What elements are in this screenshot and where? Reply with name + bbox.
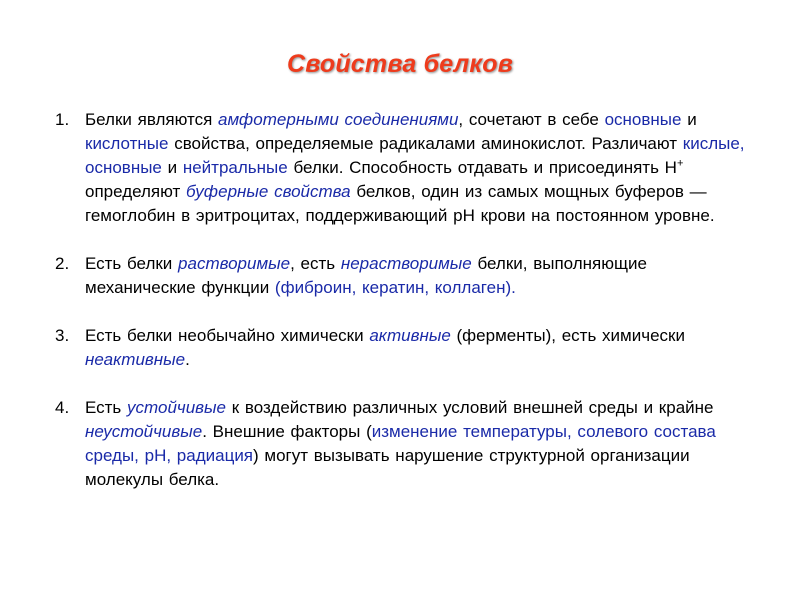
text-segment: .	[185, 350, 190, 369]
list-item	[52, 396, 757, 492]
text-segment: к воздействию различных условий внешней среды и крайне	[226, 398, 714, 417]
list-item-number: 2.	[55, 254, 70, 273]
text-segment: , сочетают в себе	[458, 110, 605, 129]
list-item-number: 4.	[55, 398, 70, 417]
text-segment: ) могут вызывать нарушение структурной организации молекулы белка.	[85, 446, 690, 489]
list-item	[52, 324, 757, 372]
text-segment: Есть белки необычайно химически	[85, 326, 370, 345]
highlighted-term: основные	[604, 110, 682, 129]
superscript: +	[676, 157, 684, 170]
highlighted-term: амфотерными соединениями	[218, 110, 459, 129]
text-segment: белков, один из самых мощных буферов — гемоглобин в эритроцитах, поддерживающий рН крови на постоянном уровне.	[85, 182, 715, 225]
text-segment: и	[681, 110, 697, 129]
text-segment: Есть белки	[85, 254, 179, 273]
text-segment: , есть	[290, 254, 341, 273]
highlighted-term: неустойчивые	[85, 422, 203, 441]
text-segment: . Внешние факторы (	[202, 422, 372, 441]
list-item-number: 3.	[55, 326, 70, 345]
highlighted-term: нерастворимые	[340, 254, 472, 273]
text-segment: (ферменты), есть химически	[450, 326, 685, 345]
list-item-number: 1.	[55, 110, 70, 129]
highlighted-term: нейтральные	[182, 158, 288, 177]
highlighted-term: устойчивые	[127, 398, 226, 417]
highlighted-term: неактивные	[85, 350, 186, 369]
text-segment: свойства, определяемые радикалами аминокислот. Различают	[168, 134, 683, 153]
highlighted-term: активные	[369, 326, 451, 345]
highlighted-term: кислые, основные	[85, 134, 745, 177]
list-item	[52, 108, 757, 228]
slide-title: Свойства белков	[286, 50, 514, 78]
list-item	[52, 252, 757, 300]
property-list	[52, 108, 757, 516]
text-segment: Белки являются	[85, 110, 218, 129]
highlighted-term: буферные свойства	[186, 182, 351, 201]
highlighted-term: растворимые	[178, 254, 291, 273]
highlighted-term: кислотные	[85, 134, 169, 153]
text-segment: Есть	[85, 398, 128, 417]
highlighted-term: (фиброин, кератин, коллаген).	[274, 278, 516, 297]
highlighted-term: изменение температуры, солевого состава среды, рН, радиация	[85, 422, 716, 465]
text-segment: белки, выполняющие механические функции	[85, 254, 647, 297]
text-segment: и	[161, 158, 183, 177]
text-segment: определяют	[85, 182, 187, 201]
text-segment: белки. Способность отдавать и присоединять Н	[287, 158, 677, 177]
